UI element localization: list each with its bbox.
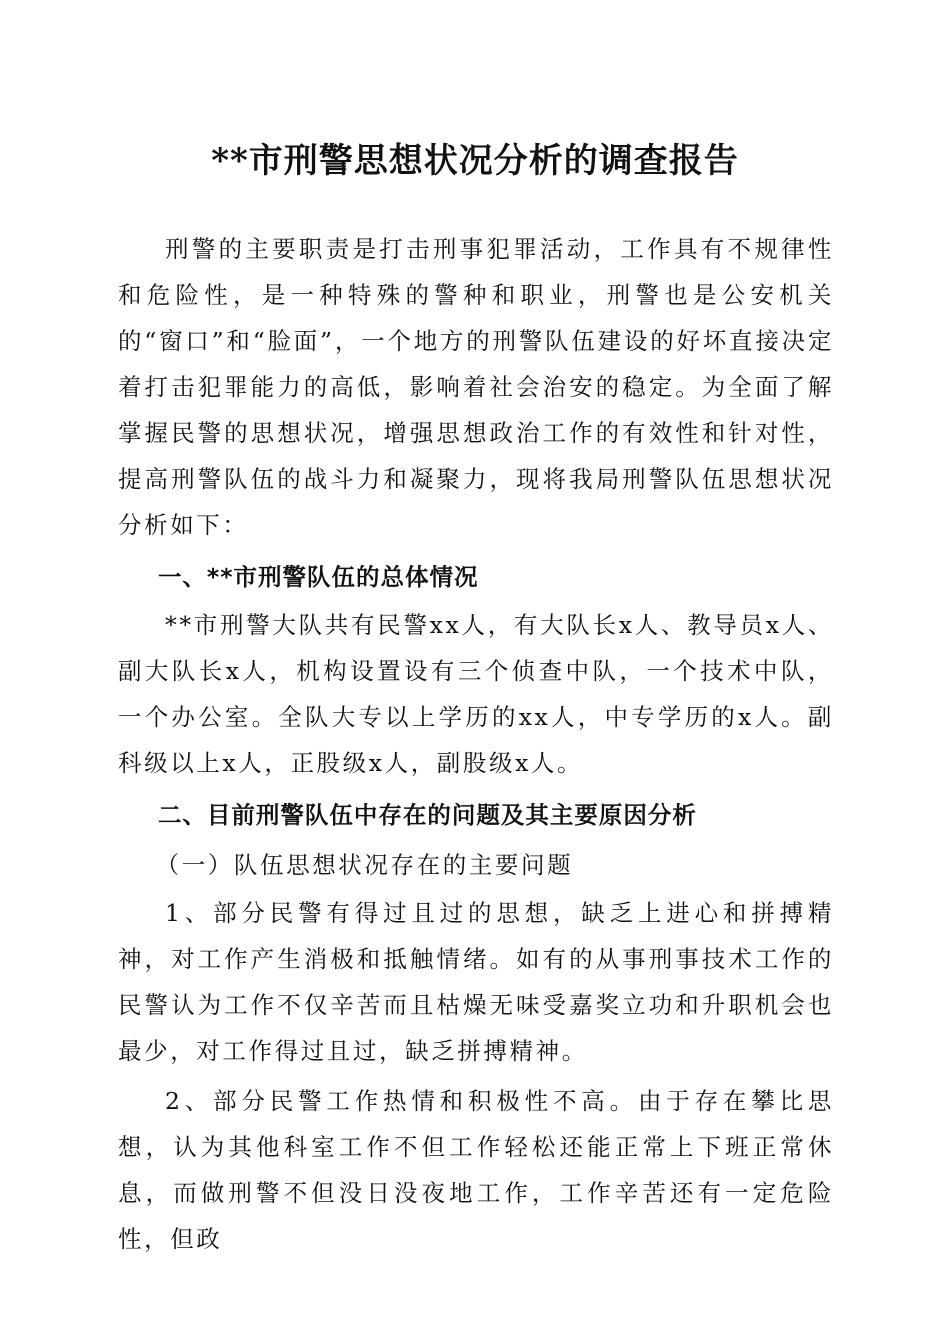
section-2-item-2: 2、部分民警工作热情和积极性不高。由于存在攀比思想，认为其他科室工作不但工作轻松还能正常上下班正常休息，而做刑警不但没日没夜地工作，工作辛苦还有一定危险性，但政 xyxy=(118,1087,834,1253)
section-2-subheading: （一）队伍思想状况存在的主要问题 xyxy=(155,851,574,879)
section-2-heading: 二、目前刑警队伍中存在的问题及其主要原因分析 xyxy=(157,801,697,829)
document-title: **市刑警思想状况分析的调查报告 xyxy=(211,141,739,181)
intro-paragraph: 刑警的主要职责是打击刑事犯罪活动，工作具有不规律性和危险性，是一种特殊的警种和职业，刑警也是公安机关的“窗口”和“脸面”，一个地方的刑警队伍建设的好坏直接决定着打击犯罪能力的高低，影响着社会治安的稳定。为全面了解掌握民警的思想状况，增强思想政治工作的有效性和针对性，提高刑警队伍的战斗力和凝聚力，现将我局刑警队伍思想状况分析如下： xyxy=(118,235,834,539)
section-2-item-1: 1、部分民警有得过且过的思想，缺乏上进心和拼搏精神，对工作产生消极和抵触情绪。如有的从事刑事技术工作的民警认为工作不仅辛苦而且枯燥无味受嘉奖立功和升职机会也最少，对工作得过且过，缺乏拼搏精神。 xyxy=(118,899,834,1065)
document-body xyxy=(118,226,834,1262)
section-1-paragraph: **市刑警大队共有民警xx人，有大队长x人、教导员x人、副大队长x人，机构设置设有三个侦查中队，一个技术中队，一个办公室。全队大专以上学历的xx人，中专学历的x人。副科级以上x人，正股级x人，副股级x人。 xyxy=(118,611,834,777)
section-1-heading: 一、**市刑警队伍的总体情况 xyxy=(157,563,479,591)
